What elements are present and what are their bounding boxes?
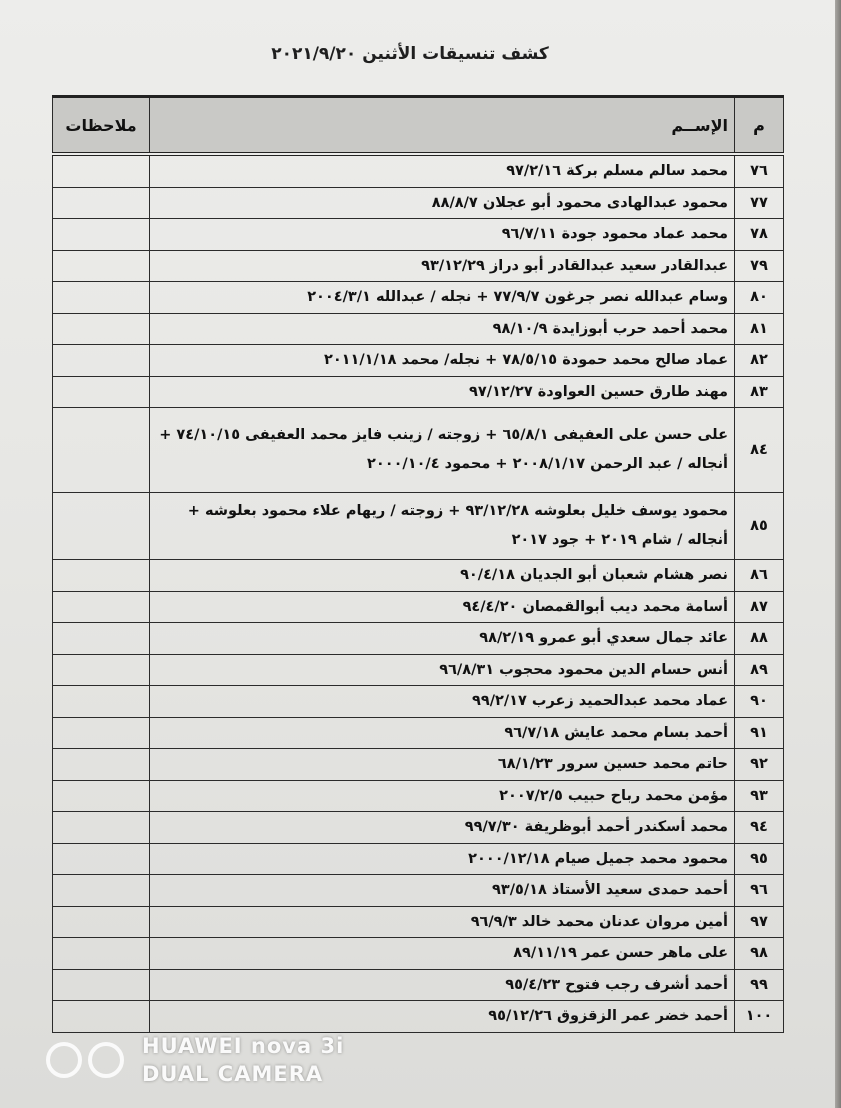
table-row [53,591,784,623]
row-name: أحمد خضر عمر الزقزوق ٩٥/١٢/٢٦ [150,1001,735,1033]
row-number: ٩٤ [735,812,784,844]
row-notes [53,717,150,749]
row-number: ٨٤ [735,408,784,493]
row-notes [53,187,150,219]
table-row [53,219,784,251]
table-row [53,345,784,377]
row-notes [53,282,150,314]
row-number: ٨٣ [735,376,784,408]
row-notes [53,560,150,592]
table-row [53,780,784,812]
table-row [53,875,784,907]
row-name: محمد عماد محمود جودة ٩٦/٧/١١ [150,219,735,251]
row-name: محمد أسكندر أحمد أبوظريفة ٩٩/٧/٣٠ [150,812,735,844]
row-number: ٨٥ [735,493,784,560]
header-name: الإســم [150,97,735,155]
table-row [53,623,784,655]
row-notes [53,219,150,251]
row-name: على حسن على العفيفى ٦٥/٨/١ + زوجته / زينب فايز محمد العفيفى ٧٤/١٠/١٥ + أنجاله / عبد الرحمن ٢٠٠٨/١/١٧ + محمود ٢٠٠٠/١٠/٤ [150,408,735,493]
row-notes [53,780,150,812]
row-notes [53,623,150,655]
row-notes [53,408,150,493]
table-row [53,408,784,493]
camera-rings-icon [44,1040,128,1080]
row-name: أنس حسام الدين محمود محجوب ٩٦/٨/٣١ [150,654,735,686]
row-number: ٩٥ [735,843,784,875]
table-row [53,812,784,844]
table-row [53,938,784,970]
table-row [53,686,784,718]
page-edge-shadow [835,0,841,1108]
names-table [52,95,784,1033]
table-row [53,154,784,187]
row-number: ٩٧ [735,906,784,938]
row-name: أمين مروان عدنان محمد خالد ٩٦/٩/٣ [150,906,735,938]
table-row [53,313,784,345]
row-notes [53,1001,150,1033]
header-number: م [735,97,784,155]
table-row [53,969,784,1001]
row-number: ٨٨ [735,623,784,655]
row-notes [53,938,150,970]
table-header [53,97,784,155]
watermark-model: HUAWEI nova 3i [142,1034,345,1058]
row-name: عبدالقادر سعيد عبدالقادر أبو دراز ٩٣/١٢/٢٩ [150,250,735,282]
row-number: ٩١ [735,717,784,749]
row-name: مؤمن محمد رباح حبيب ٢٠٠٧/٢/٥ [150,780,735,812]
document-title: كشف تنسيقات الأثنين ٢٠٢١/٩/٢٠ [271,44,549,64]
row-name: محمود يوسف خليل بعلوشه ٩٣/١٢/٢٨ + زوجته / ريهام علاء محمود بعلوشه + أنجاله / شام ٢٠١٩ + جود ٢٠١٧ [150,493,735,560]
row-notes [53,969,150,1001]
row-number: ٩٢ [735,749,784,781]
row-number: ٨٧ [735,591,784,623]
camera-watermark [44,1034,384,1092]
row-notes [53,313,150,345]
table-row [53,560,784,592]
row-number: ٩٨ [735,938,784,970]
row-name: محمود محمد جميل صيام ٢٠٠٠/١٢/١٨ [150,843,735,875]
table-row [53,282,784,314]
row-number: ٩٩ [735,969,784,1001]
table-body [53,154,784,1032]
row-name: أحمد أشرف رجب فتوح ٩٥/٤/٢٣ [150,969,735,1001]
row-name: مهند طارق حسين العواودة ٩٧/١٢/٢٧ [150,376,735,408]
table-row [53,1001,784,1033]
row-number: ٨١ [735,313,784,345]
header-row [53,97,784,155]
row-notes [53,686,150,718]
row-number: ٨٦ [735,560,784,592]
row-notes [53,654,150,686]
row-name: أحمد بسام محمد عايش ٩٦/٧/١٨ [150,717,735,749]
row-number: ٧٦ [735,154,784,187]
table-row [53,493,784,560]
row-notes [53,154,150,187]
row-name: عماد صالح محمد حمودة ٧٨/٥/١٥ + نجله/ محمد ٢٠١١/١/١٨ [150,345,735,377]
watermark-camera: DUAL CAMERA [142,1062,324,1086]
row-notes [53,250,150,282]
row-notes [53,843,150,875]
row-name: على ماهر حسن عمر ٨٩/١١/١٩ [150,938,735,970]
row-notes [53,493,150,560]
row-number: ٧٧ [735,187,784,219]
table-row [53,654,784,686]
row-name: أحمد حمدى سعيد الأستاذ ٩٣/٥/١٨ [150,875,735,907]
row-notes [53,749,150,781]
row-number: ٨٩ [735,654,784,686]
table-row [53,376,784,408]
row-number: ٨٢ [735,345,784,377]
row-number: ٧٩ [735,250,784,282]
row-name: محمود عبدالهادى محمود أبو عجلان ٨٨/٨/٧ [150,187,735,219]
row-name: نصر هشام شعبان أبو الجديان ٩٠/٤/١٨ [150,560,735,592]
row-notes [53,906,150,938]
row-number: ٩٠ [735,686,784,718]
row-name: عماد محمد عبدالحميد زعرب ٩٩/٢/١٧ [150,686,735,718]
header-notes: ملاحظات [53,97,150,155]
row-notes [53,812,150,844]
row-name: أسامة محمد ديب أبوالقمصان ٩٤/٤/٢٠ [150,591,735,623]
table-row [53,187,784,219]
row-name: حاتم محمد حسين سرور ٦٨/١/٢٣ [150,749,735,781]
row-name: محمد سالم مسلم بركة ٩٧/٢/١٦ [150,154,735,187]
table-row [53,906,784,938]
row-number: ٨٠ [735,282,784,314]
row-notes [53,591,150,623]
row-number: ٧٨ [735,219,784,251]
row-name: وسام عبدالله نصر جرغون ٧٧/٩/٧ + نجله / عبدالله ٢٠٠٤/٣/١ [150,282,735,314]
row-notes [53,875,150,907]
row-name: عائد جمال سعدي أبو عمرو ٩٨/٢/١٩ [150,623,735,655]
table-row [53,717,784,749]
row-number: ٩٦ [735,875,784,907]
table-row [53,843,784,875]
table-row [53,250,784,282]
row-name: محمد أحمد حرب أبوزايدة ٩٨/١٠/٩ [150,313,735,345]
row-number: ١٠٠ [735,1001,784,1033]
row-notes [53,345,150,377]
row-notes [53,376,150,408]
table-row [53,749,784,781]
row-number: ٩٣ [735,780,784,812]
